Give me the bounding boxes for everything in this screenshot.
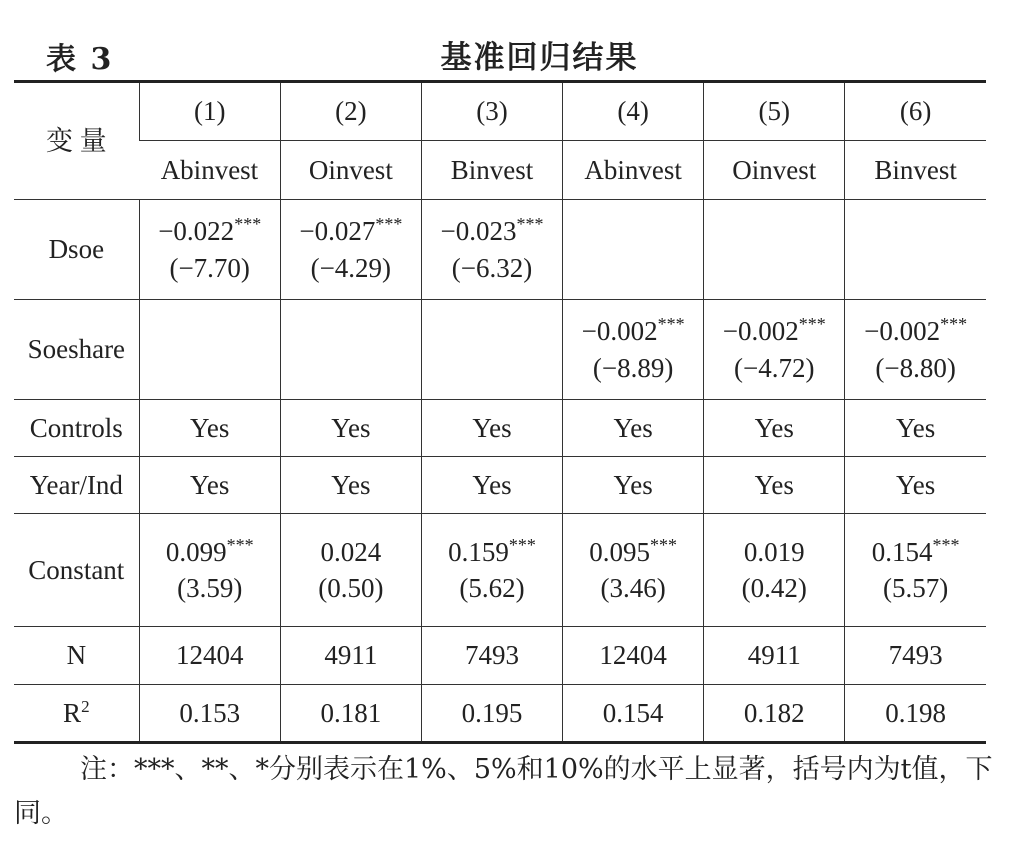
header-row-dependent (14, 141, 986, 200)
table-cell: 7493 (421, 627, 562, 685)
coef-cell (563, 200, 704, 300)
significance-stars: *** (940, 314, 968, 335)
table-cell: 4911 (280, 627, 421, 685)
table-row (14, 627, 986, 685)
table-row (14, 457, 986, 514)
coef-cell (421, 200, 562, 300)
t-value: (5.62) (459, 573, 525, 603)
coef-value: 0.099 (165, 536, 227, 567)
significance-stars: *** (798, 314, 826, 335)
table-row (14, 685, 986, 743)
coef-cell (704, 300, 845, 400)
table-cell: 7493 (845, 627, 986, 685)
dependent-variable: Binvest (421, 141, 562, 200)
table-cell: Yes (845, 400, 986, 457)
t-value: (0.42) (741, 573, 807, 603)
coef-value: −0.002 (722, 316, 799, 347)
table-cell: Yes (704, 400, 845, 457)
t-value: (3.46) (600, 573, 666, 603)
model-number: (2) (280, 82, 421, 141)
table-cell: Yes (563, 400, 704, 457)
t-value: (−4.72) (734, 352, 815, 383)
table-cell: Yes (421, 400, 562, 457)
coef-value: 0.095 (589, 536, 650, 567)
t-value: (−8.80) (875, 352, 956, 383)
table-cell: Yes (139, 400, 280, 457)
table-note: 注：***、**、*分别表示在1%、5%和10%的水平上显著，括号内为t值，下同。 (14, 754, 993, 829)
row-label: Soeshare (14, 300, 139, 400)
coef-cell (421, 300, 562, 400)
significance-stars: *** (932, 534, 960, 555)
row-label: Dsoe (14, 200, 139, 300)
table-cell: Yes (563, 457, 704, 514)
regression-table (14, 80, 986, 744)
coef-value: −0.023 (440, 216, 517, 247)
coef-cell (139, 514, 280, 627)
significance-stars: *** (649, 534, 677, 555)
row-label: Constant (14, 514, 139, 627)
significance-stars: *** (657, 314, 685, 335)
coef-value: −0.002 (581, 316, 658, 347)
t-value: (−8.89) (592, 352, 674, 383)
dependent-variable: Oinvest (704, 141, 845, 200)
table-cell: Yes (704, 457, 845, 514)
coef-value: 0.019 (743, 536, 805, 567)
coef-cell (421, 514, 562, 627)
row-label (14, 685, 139, 743)
coef-cell (704, 514, 845, 627)
table-cell: 12404 (563, 627, 704, 685)
coef-cell (139, 200, 280, 300)
coef-cell (845, 514, 986, 627)
t-value: (5.57) (883, 573, 949, 603)
table-cell: 0.181 (280, 685, 421, 743)
coef-value: 0.154 (871, 536, 933, 567)
model-number: (4) (563, 82, 704, 141)
coef-cell (139, 300, 280, 400)
table-cell: Yes (139, 457, 280, 514)
model-number: (1) (139, 82, 280, 141)
coef-value: 0.024 (320, 536, 382, 567)
table-cell: 0.182 (704, 685, 845, 743)
coef-value: −0.022 (158, 216, 235, 247)
coef-value: −0.027 (299, 216, 376, 247)
model-number: (6) (845, 82, 986, 141)
r2-superscript: 2 (81, 696, 90, 716)
t-value: (−4.29) (310, 252, 392, 283)
model-number: (5) (704, 82, 845, 141)
header-row-numbers (14, 82, 986, 141)
r2-label: R (63, 697, 82, 728)
coef-value: −0.002 (864, 316, 941, 347)
table-row (14, 514, 986, 627)
coef-cell (845, 200, 986, 300)
coef-cell (280, 514, 421, 627)
table-title: 基准回归结果 (440, 40, 639, 76)
coef-value: 0.159 (448, 536, 509, 567)
row-label: Controls (14, 400, 139, 457)
significance-stars: *** (375, 214, 403, 235)
table-cell: 4911 (704, 627, 845, 685)
coef-cell (704, 200, 845, 300)
t-value: (−6.32) (451, 252, 533, 283)
coef-cell (563, 514, 704, 627)
coef-cell (845, 300, 986, 400)
table-row (14, 200, 986, 300)
dependent-variable: Abinvest (563, 141, 704, 200)
table-cell: 0.195 (421, 685, 562, 743)
t-value: (0.50) (318, 573, 384, 603)
dependent-variable: Binvest (845, 141, 986, 200)
dependent-variable: Abinvest (139, 141, 280, 200)
table-cell: 0.198 (845, 685, 986, 743)
table-caption (0, 0, 1019, 78)
coef-cell (280, 300, 421, 400)
table-cell: Yes (280, 457, 421, 514)
t-value: (3.59) (177, 573, 243, 603)
table-cell: 0.154 (563, 685, 704, 743)
significance-stars: *** (508, 534, 536, 555)
table-cell: Yes (421, 457, 562, 514)
table-row (14, 300, 986, 400)
table-row (14, 400, 986, 457)
table-cell: 0.153 (139, 685, 280, 743)
table-cell: Yes (845, 457, 986, 514)
row-label: N (14, 627, 139, 685)
variable-header: 变 量 (14, 82, 139, 200)
model-number: (3) (421, 82, 562, 141)
coef-cell (563, 300, 704, 400)
significance-stars: *** (516, 214, 544, 235)
significance-stars: *** (226, 534, 254, 555)
dependent-variable: Oinvest (280, 141, 421, 200)
table-cell: Yes (280, 400, 421, 457)
t-value: (−7.70) (169, 252, 250, 283)
table-number: 表 3 (46, 42, 114, 77)
row-label: Year/Ind (14, 457, 139, 514)
significance-stars: *** (234, 214, 262, 235)
coef-cell (280, 200, 421, 300)
table-cell: 12404 (139, 627, 280, 685)
